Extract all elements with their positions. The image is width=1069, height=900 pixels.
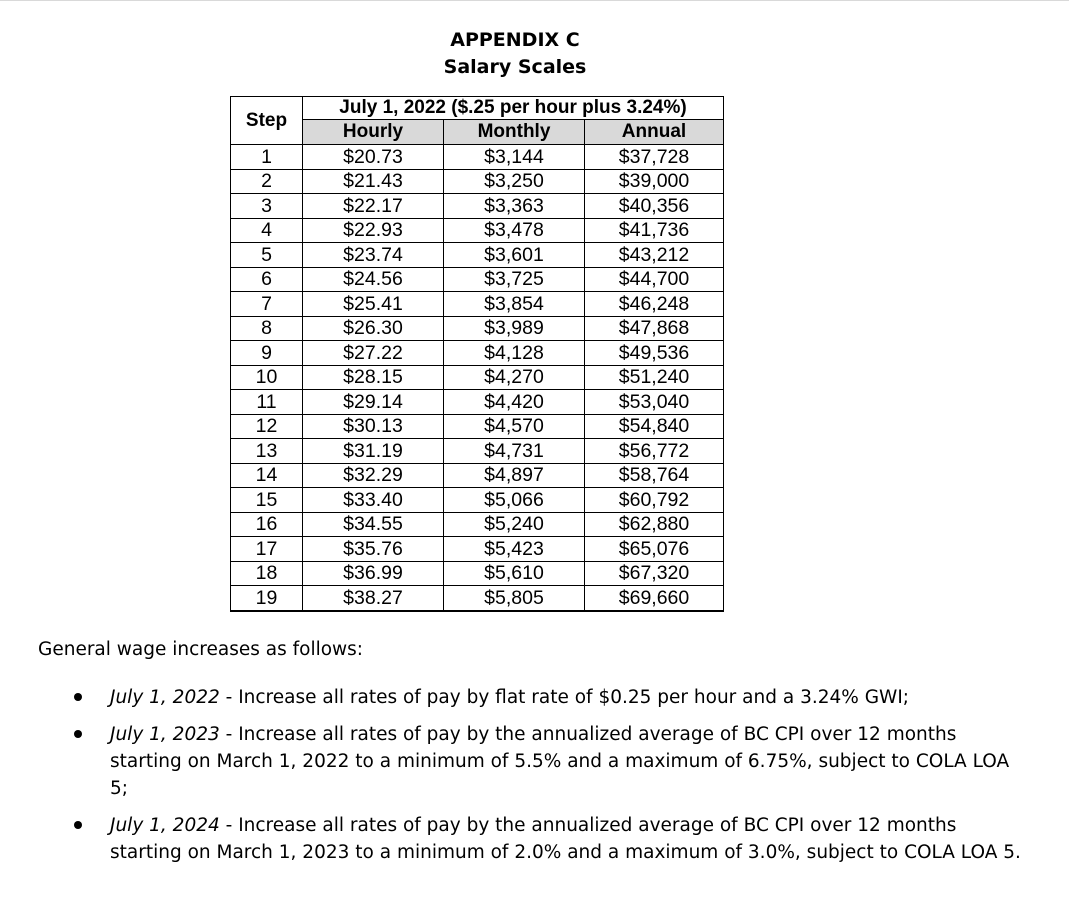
monthly-cell: $4,420: [444, 390, 585, 415]
annual-cell: $69,660: [585, 586, 724, 611]
table-row: [231, 390, 724, 415]
hourly-cell: $38.27: [303, 586, 444, 611]
increase-text: - Increase all rates of pay by the annualized average of BC CPI over 12 months starting on March 1, 2023 to a minimum of 2.0% and a maximum of 3.0%, subject to COLA LOA 5.: [110, 815, 1021, 863]
bullet-icon: [74, 693, 82, 701]
step-cell: 16: [231, 512, 303, 537]
hourly-cell: $24.56: [303, 267, 444, 292]
table-row: [231, 537, 724, 562]
monthly-cell: $5,066: [444, 488, 585, 513]
table-row: [231, 194, 724, 219]
page-top-border: [0, 0, 1069, 1]
bullet-icon: [74, 821, 82, 829]
table-row: [231, 243, 724, 268]
column-header-monthly: Monthly: [444, 120, 585, 145]
hourly-cell: $29.14: [303, 390, 444, 415]
step-cell: 19: [231, 586, 303, 611]
step-cell: 6: [231, 267, 303, 292]
table-row: [231, 414, 724, 439]
monthly-cell: $4,128: [444, 341, 585, 366]
list-item: [72, 812, 1022, 866]
table-row: [231, 145, 724, 170]
step-cell: 5: [231, 243, 303, 268]
annual-cell: $46,248: [585, 292, 724, 317]
step-cell: 18: [231, 561, 303, 586]
table-row: [231, 267, 724, 292]
annual-cell: $65,076: [585, 537, 724, 562]
step-cell: 9: [231, 341, 303, 366]
wage-increase-list: [72, 684, 1022, 876]
step-cell: 1: [231, 145, 303, 170]
step-cell: 10: [231, 365, 303, 390]
monthly-cell: $3,854: [444, 292, 585, 317]
step-cell: 11: [231, 390, 303, 415]
annual-cell: $62,880: [585, 512, 724, 537]
monthly-cell: $5,240: [444, 512, 585, 537]
table-row: [231, 292, 724, 317]
hourly-cell: $33.40: [303, 488, 444, 513]
step-header: Step: [231, 97, 303, 145]
hourly-cell: $26.30: [303, 316, 444, 341]
step-cell: 12: [231, 414, 303, 439]
table-row: [231, 463, 724, 488]
increase-date: July 1, 2023: [110, 724, 220, 745]
monthly-cell: $3,478: [444, 218, 585, 243]
table-row: [231, 341, 724, 366]
annual-cell: $51,240: [585, 365, 724, 390]
salary-rows: [231, 145, 724, 611]
table-row: [231, 488, 724, 513]
step-cell: 15: [231, 488, 303, 513]
list-item: [72, 684, 1022, 711]
hourly-cell: $25.41: [303, 292, 444, 317]
hourly-cell: $34.55: [303, 512, 444, 537]
hourly-cell: $20.73: [303, 145, 444, 170]
step-cell: 3: [231, 194, 303, 219]
annual-cell: $39,000: [585, 169, 724, 194]
salary-scale-table: [230, 96, 724, 612]
annual-cell: $49,536: [585, 341, 724, 366]
monthly-cell: $3,363: [444, 194, 585, 219]
step-cell: 13: [231, 439, 303, 464]
hourly-cell: $31.19: [303, 439, 444, 464]
increase-text: - Increase all rates of pay by the annualized average of BC CPI over 12 months starting on March 1, 2022 to a minimum of 5.5% and a maximum of 6.75%, subject to COLA LOA 5;: [110, 724, 1010, 799]
table-row: [231, 512, 724, 537]
appendix-title: APPENDIX C: [450, 29, 580, 51]
increase-text: - Increase all rates of pay by flat rate of $0.25 per hour and a 3.24% GWI;: [219, 687, 910, 708]
bullet-icon: [74, 730, 82, 738]
table-row: [231, 365, 724, 390]
monthly-cell: $5,423: [444, 537, 585, 562]
hourly-cell: $22.17: [303, 194, 444, 219]
appendix-subtitle: Salary Scales: [443, 56, 587, 78]
monthly-cell: $5,610: [444, 561, 585, 586]
annual-cell: $43,212: [585, 243, 724, 268]
table-row: [231, 169, 724, 194]
column-header-hourly: Hourly: [303, 120, 444, 145]
hourly-cell: $21.43: [303, 169, 444, 194]
hourly-cell: $35.76: [303, 537, 444, 562]
monthly-cell: $3,989: [444, 316, 585, 341]
hourly-cell: $36.99: [303, 561, 444, 586]
increase-date: July 1, 2022: [110, 687, 220, 708]
monthly-cell: $3,601: [444, 243, 585, 268]
annual-cell: $56,772: [585, 439, 724, 464]
step-cell: 14: [231, 463, 303, 488]
annual-cell: $58,764: [585, 463, 724, 488]
list-item: [72, 721, 1022, 802]
monthly-cell: $4,570: [444, 414, 585, 439]
annual-cell: $44,700: [585, 267, 724, 292]
table-row: [231, 218, 724, 243]
hourly-cell: $32.29: [303, 463, 444, 488]
wage-increase-intro: General wage increases as follows:: [38, 639, 364, 660]
step-cell: 8: [231, 316, 303, 341]
period-header: July 1, 2022 ($.25 per hour plus 3.24%): [303, 97, 724, 120]
monthly-cell: $3,144: [444, 145, 585, 170]
annual-cell: $37,728: [585, 145, 724, 170]
table-row: [231, 561, 724, 586]
monthly-cell: $4,897: [444, 463, 585, 488]
hourly-cell: $30.13: [303, 414, 444, 439]
monthly-cell: $4,270: [444, 365, 585, 390]
annual-cell: $40,356: [585, 194, 724, 219]
annual-cell: $53,040: [585, 390, 724, 415]
hourly-cell: $27.22: [303, 341, 444, 366]
table-row: [231, 586, 724, 611]
step-cell: 17: [231, 537, 303, 562]
step-cell: 4: [231, 218, 303, 243]
increase-date: July 1, 2024: [110, 815, 220, 836]
monthly-cell: $3,725: [444, 267, 585, 292]
hourly-cell: $28.15: [303, 365, 444, 390]
hourly-cell: $22.93: [303, 218, 444, 243]
annual-cell: $41,736: [585, 218, 724, 243]
annual-cell: $54,840: [585, 414, 724, 439]
annual-cell: $60,792: [585, 488, 724, 513]
annual-cell: $67,320: [585, 561, 724, 586]
monthly-cell: $4,731: [444, 439, 585, 464]
hourly-cell: $23.74: [303, 243, 444, 268]
step-cell: 2: [231, 169, 303, 194]
annual-cell: $47,868: [585, 316, 724, 341]
step-cell: 7: [231, 292, 303, 317]
monthly-cell: $3,250: [444, 169, 585, 194]
column-header-annual: Annual: [585, 120, 724, 145]
table-row: [231, 316, 724, 341]
table-row: [231, 439, 724, 464]
monthly-cell: $5,805: [444, 586, 585, 611]
